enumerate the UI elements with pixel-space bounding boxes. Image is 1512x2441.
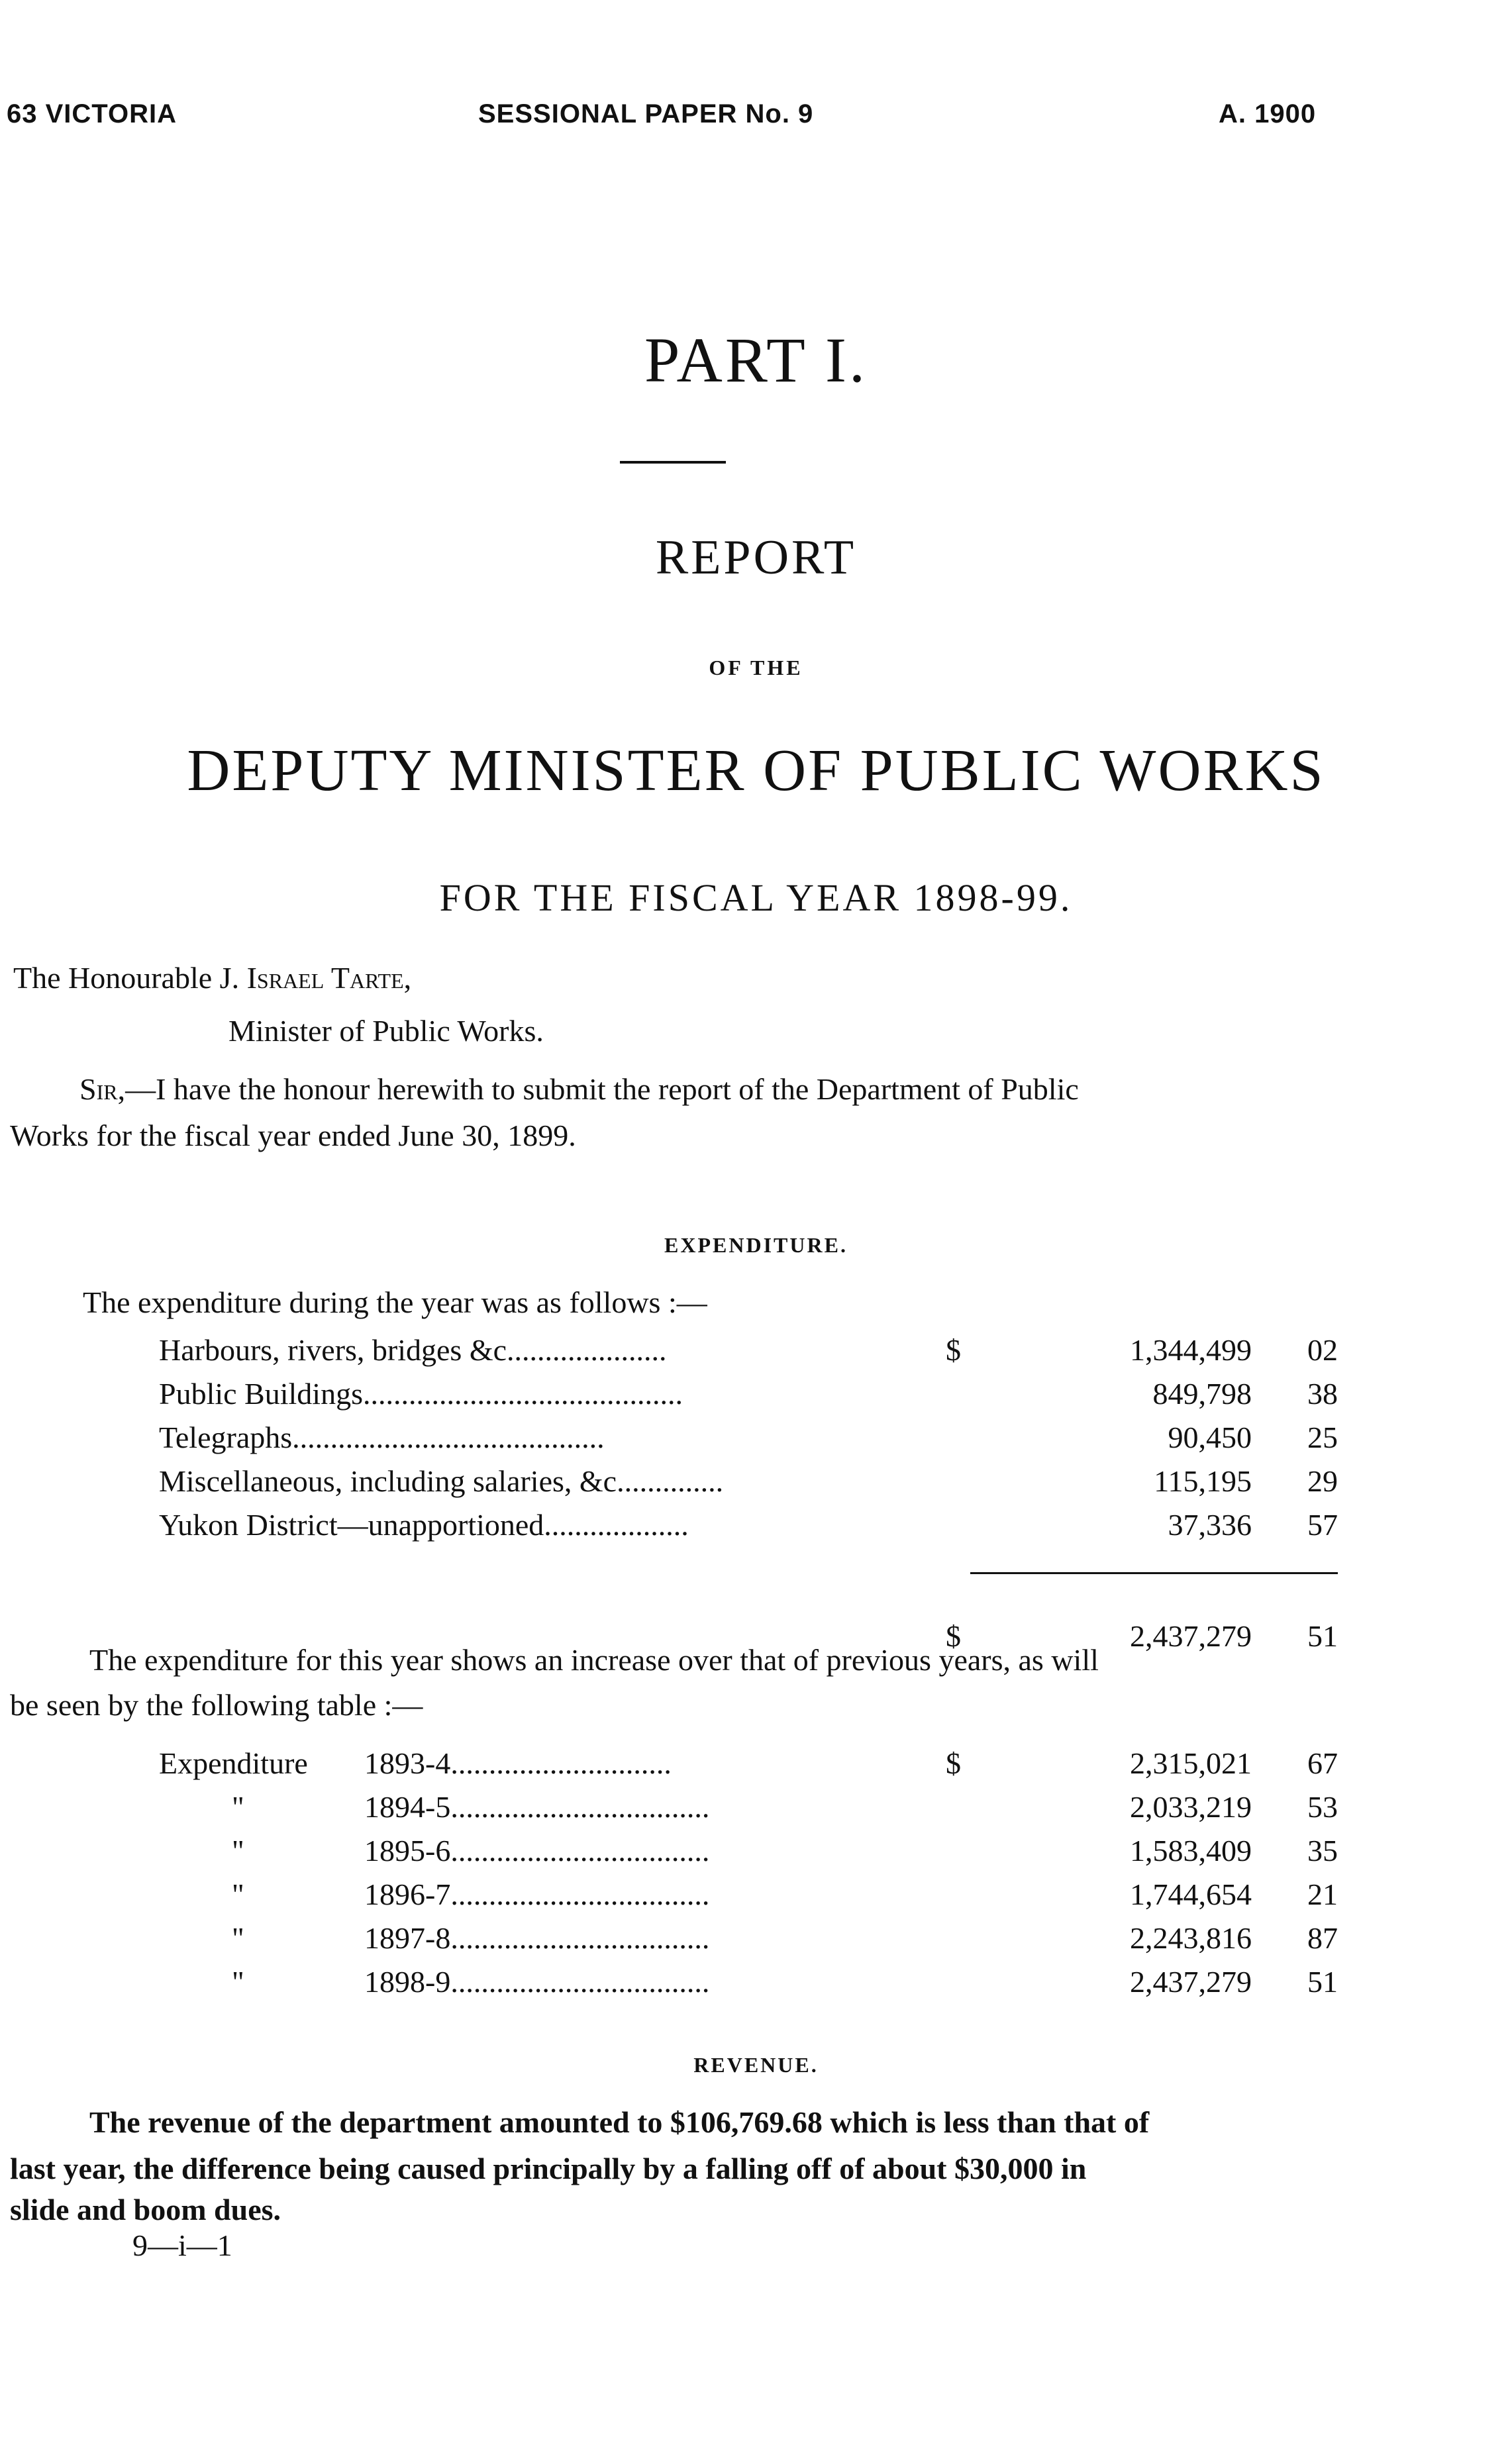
expenditure-total-cents: 51 (1307, 1619, 1338, 1653)
comparison-amount: 1,744,654 (1130, 1877, 1252, 1911)
ditto-mark: " (232, 1877, 244, 1911)
expenditure-item-cents: 57 (1307, 1508, 1338, 1542)
expenditure-item-label: Harbours, rivers, bridges &c..................... (159, 1333, 667, 1367)
report-title: REPORT (655, 530, 857, 585)
ditto-mark: " (232, 1965, 244, 1999)
salutation-line-2: Works for the fiscal year ended June 30, 1899. (10, 1119, 576, 1152)
title-divider (620, 461, 726, 464)
comparison-year: 1897-8.................................. (364, 1921, 710, 1955)
header-center: SESSIONAL PAPER No. 9 (478, 99, 814, 128)
expenditure-item-label: Miscellaneous, including salaries, &c.............. (159, 1464, 724, 1498)
expenditure-item-cents: 02 (1307, 1333, 1338, 1367)
ditto-mark: " (232, 1790, 244, 1824)
comparison-cents: 87 (1307, 1921, 1338, 1955)
main-title: DEPUTY MINISTER OF PUBLIC WORKS (187, 738, 1325, 803)
comparison-year: 1898-9.................................. (364, 1965, 710, 1999)
header-right: A. 1900 (1219, 99, 1317, 128)
ditto-mark: " (232, 1921, 244, 1955)
comparison-amount: 2,315,021 (1130, 1746, 1252, 1780)
expenditure-row (159, 1420, 1338, 1464)
comparison-row (159, 1789, 1338, 1833)
addressee-line-2: Minister of Public Works. (228, 1014, 544, 1048)
expenditure-item-amount: 115,195 (1154, 1464, 1252, 1498)
expenditure-item-cents: 25 (1307, 1420, 1338, 1454)
comparison-cents: 21 (1307, 1877, 1338, 1911)
comparison-amount: 2,437,279 (1130, 1965, 1252, 1999)
header-left: 63 VICTORIA (7, 99, 177, 128)
comparison-row (159, 1833, 1338, 1877)
comparison-paragraph-line-2: be seen by the following table :— (10, 1688, 423, 1722)
total-rule (970, 1572, 1338, 1574)
comparison-row (159, 1877, 1338, 1920)
comparison-row (159, 1920, 1338, 1964)
ditto-mark: " (232, 1834, 244, 1868)
salutation-sir: Sir, (79, 1072, 126, 1106)
comparison-year: 1894-5.................................. (364, 1790, 710, 1824)
salutation-text: —I have the honour herewith to submit the report of the Department of Public (125, 1072, 1079, 1106)
addressee-line-1 (13, 960, 411, 995)
comparison-table (159, 1746, 1338, 2008)
expenditure-row (159, 1507, 1338, 1551)
salutation-line-1 (79, 1071, 1079, 1107)
revenue-line-3: slide and boom dues. (10, 2193, 281, 2226)
comparison-paragraph-line-1: The expenditure for this year shows an increase over that of previous years, as will (89, 1643, 1099, 1677)
addressee-prefix: The Honourable J. (13, 961, 240, 995)
addressee-name: Israel Tarte, (246, 961, 412, 995)
comparison-label: Expenditure (159, 1746, 308, 1780)
expenditure-total-amount: 2,437,279 (1130, 1619, 1252, 1653)
expenditure-item-amount: 90,450 (1168, 1420, 1252, 1454)
expenditure-item-label: Telegraphs......................................... (159, 1420, 605, 1454)
revenue-heading: REVENUE. (693, 2053, 819, 2077)
fiscal-year-line: FOR THE FISCAL YEAR 1898-99. (439, 876, 1073, 919)
comparison-amount: 1,583,409 (1130, 1834, 1252, 1868)
expenditure-intro: The expenditure during the year was as follows :— (83, 1285, 707, 1319)
comparison-row (159, 1964, 1338, 2008)
expenditure-row (159, 1464, 1338, 1507)
expenditure-item-label: Yukon District—unapportioned................... (159, 1508, 689, 1542)
expenditure-item-amount: 849,798 (1152, 1377, 1252, 1411)
dollar-sign: $ (946, 1619, 961, 1653)
expenditure-item-amount: 37,336 (1168, 1508, 1252, 1542)
expenditure-row (159, 1332, 1338, 1376)
comparison-cents: 51 (1307, 1965, 1338, 1999)
dollar-sign: $ (946, 1333, 961, 1367)
part-title: PART I. (644, 324, 868, 395)
expenditure-item-label: Public Buildings.......................................... (159, 1377, 683, 1411)
comparison-cents: 35 (1307, 1834, 1338, 1868)
comparison-cents: 53 (1307, 1790, 1338, 1824)
expenditure-item-cents: 29 (1307, 1464, 1338, 1498)
comparison-year: 1896-7.................................. (364, 1877, 710, 1911)
page-signature: 9—i—1 (132, 2228, 232, 2262)
of-the-label: OF THE (709, 656, 803, 679)
comparison-amount: 2,033,219 (1130, 1790, 1252, 1824)
expenditure-table (159, 1332, 1338, 1662)
expenditure-item-amount: 1,344,499 (1130, 1333, 1252, 1367)
revenue-line-2: last year, the difference being caused principally by a falling off of about $30,000 in (10, 2152, 1087, 2185)
dollar-sign: $ (946, 1746, 961, 1780)
comparison-amount: 2,243,816 (1130, 1921, 1252, 1955)
expenditure-row (159, 1376, 1338, 1420)
revenue-line-1: The revenue of the department amounted to $106,769.68 which is less than that of (89, 2105, 1150, 2139)
expenditure-item-cents: 38 (1307, 1377, 1338, 1411)
comparison-row (159, 1746, 1338, 1789)
comparison-year: 1893-4............................. (364, 1746, 672, 1780)
comparison-cents: 67 (1307, 1746, 1338, 1780)
comparison-year: 1895-6.................................. (364, 1834, 710, 1868)
expenditure-heading: EXPENDITURE. (664, 1233, 848, 1257)
